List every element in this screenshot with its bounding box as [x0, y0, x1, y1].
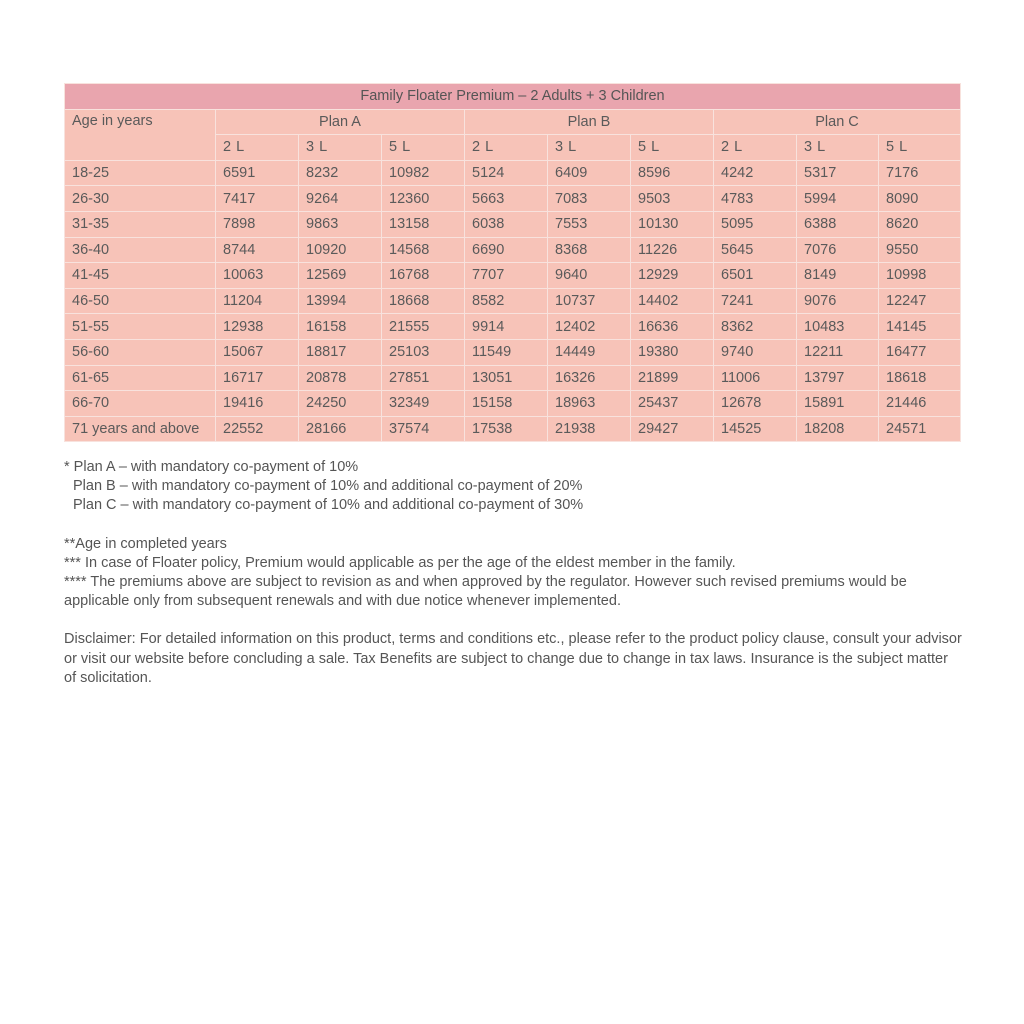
- premium-cell: 18618: [879, 365, 961, 391]
- table-row: [65, 416, 961, 442]
- premium-cell: 6591: [216, 160, 299, 186]
- premium-cell: 7417: [216, 186, 299, 212]
- title-row: [65, 84, 961, 110]
- table-row: [65, 186, 961, 212]
- premium-cell: 11006: [714, 365, 797, 391]
- premium-cell: 29427: [631, 416, 714, 442]
- premium-cell: 8362: [714, 314, 797, 340]
- premium-cell: 17538: [465, 416, 548, 442]
- premium-cell: 8090: [879, 186, 961, 212]
- premium-cell: 8368: [548, 237, 631, 263]
- premium-cell: 22552: [216, 416, 299, 442]
- premium-cell: 19416: [216, 391, 299, 417]
- premium-cell: 4242: [714, 160, 797, 186]
- table-row: [65, 211, 961, 237]
- premium-cell: 4783: [714, 186, 797, 212]
- table-row: [65, 339, 961, 365]
- premium-cell: 7553: [548, 211, 631, 237]
- sum-insured-header: 3 L: [548, 135, 631, 161]
- premium-cell: 16717: [216, 365, 299, 391]
- table-row: [65, 263, 961, 289]
- premium-cell: 21446: [879, 391, 961, 417]
- age-band-cell: 31-35: [65, 211, 216, 237]
- premium-cell: 6038: [465, 211, 548, 237]
- premium-cell: 8596: [631, 160, 714, 186]
- premium-cell: 21555: [382, 314, 465, 340]
- premium-cell: 9640: [548, 263, 631, 289]
- table-row: [65, 365, 961, 391]
- plan-c-header: Plan C: [714, 109, 961, 135]
- premium-cell: 21938: [548, 416, 631, 442]
- sum-insured-header: 2 L: [216, 135, 299, 161]
- disclaimer: Disclaimer: For detailed information on this product, terms and conditions etc., please refer to the product policy clause, consult your advisor or visit our website before concluding a sale. Tax Benefits are subject to change due to change in tax laws. Insurance is the subject matter of solicitation.: [64, 631, 962, 686]
- note-plan-a: * Plan A – with mandatory co-payment of 10%: [64, 459, 359, 475]
- premium-cell: 14145: [879, 314, 961, 340]
- age-band-cell: 71 years and above: [65, 416, 216, 442]
- premium-cell: 15067: [216, 339, 299, 365]
- premium-cell: 8620: [879, 211, 961, 237]
- premium-cell: 18668: [382, 288, 465, 314]
- premium-cell: 9503: [631, 186, 714, 212]
- premium-cell: 5317: [797, 160, 879, 186]
- premium-cell: 24250: [299, 391, 382, 417]
- premium-cell: 5663: [465, 186, 548, 212]
- premium-cell: 16158: [299, 314, 382, 340]
- premium-cell: 11204: [216, 288, 299, 314]
- premium-cell: 28166: [299, 416, 382, 442]
- premium-cell: 12929: [631, 263, 714, 289]
- premium-cell: 12938: [216, 314, 299, 340]
- premium-cell: 12678: [714, 391, 797, 417]
- premium-cell: 13797: [797, 365, 879, 391]
- plan-b-header: Plan B: [465, 109, 714, 135]
- premium-cell: 12247: [879, 288, 961, 314]
- premium-cell: 12402: [548, 314, 631, 340]
- sum-insured-header: 5 L: [879, 135, 961, 161]
- sum-insured-header: 3 L: [299, 135, 382, 161]
- premium-cell: 9914: [465, 314, 548, 340]
- premium-cell: 16636: [631, 314, 714, 340]
- premium-cell: 7241: [714, 288, 797, 314]
- table-row: [65, 391, 961, 417]
- premium-cell: 21899: [631, 365, 714, 391]
- premium-cell: 32349: [382, 391, 465, 417]
- table-row: [65, 160, 961, 186]
- premium-cell: 13158: [382, 211, 465, 237]
- premium-cell: 27851: [382, 365, 465, 391]
- premium-cell: 8232: [299, 160, 382, 186]
- premium-cell: 16326: [548, 365, 631, 391]
- premium-cell: 16768: [382, 263, 465, 289]
- age-band-cell: 66-70: [65, 391, 216, 417]
- premium-cell: 5124: [465, 160, 548, 186]
- premium-cell: 6388: [797, 211, 879, 237]
- premium-cell: 25437: [631, 391, 714, 417]
- premium-cell: 6501: [714, 263, 797, 289]
- premium-cell: 7898: [216, 211, 299, 237]
- premium-cell: 25103: [382, 339, 465, 365]
- premium-cell: 6690: [465, 237, 548, 263]
- age-band-cell: 41-45: [65, 263, 216, 289]
- sum-insured-header: 3 L: [797, 135, 879, 161]
- premium-cell: 7707: [465, 263, 548, 289]
- premium-cell: 15158: [465, 391, 548, 417]
- sum-insured-header: 5 L: [382, 135, 465, 161]
- age-band-cell: 18-25: [65, 160, 216, 186]
- premium-cell: 9264: [299, 186, 382, 212]
- premium-cell: 10737: [548, 288, 631, 314]
- age-band-cell: 61-65: [65, 365, 216, 391]
- premium-cell: 8744: [216, 237, 299, 263]
- premium-cell: 15891: [797, 391, 879, 417]
- premium-cell: 18963: [548, 391, 631, 417]
- premium-cell: 5994: [797, 186, 879, 212]
- note-revision: **** The premiums above are subject to revision as and when approved by the regulator. However such revised premiums would be applicable only from subsequent renewals and with due notice whenever implemented.: [64, 574, 907, 610]
- plan-header-row: [65, 109, 961, 135]
- table-row: [65, 314, 961, 340]
- premium-cell: 8582: [465, 288, 548, 314]
- premium-cell: 7076: [797, 237, 879, 263]
- premium-cell: 18208: [797, 416, 879, 442]
- note-plan-b: Plan B – with mandatory co-payment of 10% and additional co-payment of 20%: [73, 478, 583, 495]
- sum-insured-header: 2 L: [465, 135, 548, 161]
- sum-insured-header: 2 L: [714, 135, 797, 161]
- premium-cell: 24571: [879, 416, 961, 442]
- premium-cell: 9740: [714, 339, 797, 365]
- plan-a-header: Plan A: [216, 109, 465, 135]
- premium-cell: 14449: [548, 339, 631, 365]
- premium-cell: 11226: [631, 237, 714, 263]
- premium-cell: 5645: [714, 237, 797, 263]
- premium-cell: 12569: [299, 263, 382, 289]
- premium-cell: 10998: [879, 263, 961, 289]
- sum-insured-header: 5 L: [631, 135, 714, 161]
- table-title: Family Floater Premium – 2 Adults + 3 Children: [65, 84, 961, 110]
- age-band-cell: 26-30: [65, 186, 216, 212]
- premium-table-body: [65, 160, 961, 442]
- premium-cell: 12360: [382, 186, 465, 212]
- premium-cell: 9550: [879, 237, 961, 263]
- premium-cell: 10920: [299, 237, 382, 263]
- note-age: **Age in completed years: [64, 535, 227, 552]
- premium-cell: 9863: [299, 211, 382, 237]
- premium-cell: 37574: [382, 416, 465, 442]
- premium-cell: 10130: [631, 211, 714, 237]
- premium-cell: 13994: [299, 288, 382, 314]
- footnotes: [64, 458, 964, 688]
- age-band-cell: 46-50: [65, 288, 216, 314]
- premium-cell: 12211: [797, 339, 879, 365]
- premium-table: [64, 83, 961, 442]
- age-column-header: Age in years: [65, 109, 216, 160]
- premium-cell: 10063: [216, 263, 299, 289]
- premium-cell: 16477: [879, 339, 961, 365]
- premium-cell: 14402: [631, 288, 714, 314]
- premium-cell: 19380: [631, 339, 714, 365]
- premium-cell: 14568: [382, 237, 465, 263]
- premium-cell: 6409: [548, 160, 631, 186]
- premium-cell: 10982: [382, 160, 465, 186]
- age-band-cell: 51-55: [65, 314, 216, 340]
- premium-cell: 20878: [299, 365, 382, 391]
- table-row: [65, 237, 961, 263]
- premium-cell: 13051: [465, 365, 548, 391]
- premium-cell: 8149: [797, 263, 879, 289]
- premium-cell: 5095: [714, 211, 797, 237]
- premium-cell: 9076: [797, 288, 879, 314]
- premium-cell: 18817: [299, 339, 382, 365]
- age-band-cell: 56-60: [65, 339, 216, 365]
- premium-cell: 10483: [797, 314, 879, 340]
- premium-cell: 11549: [465, 339, 548, 365]
- premium-cell: 14525: [714, 416, 797, 442]
- note-floater: *** In case of Floater policy, Premium would applicable as per the age of the eldest member in the family.: [64, 554, 736, 571]
- premium-cell: 7083: [548, 186, 631, 212]
- table-row: [65, 288, 961, 314]
- age-band-cell: 36-40: [65, 237, 216, 263]
- premium-cell: 7176: [879, 160, 961, 186]
- note-plan-c: Plan C – with mandatory co-payment of 10% and additional co-payment of 30%: [73, 497, 584, 514]
